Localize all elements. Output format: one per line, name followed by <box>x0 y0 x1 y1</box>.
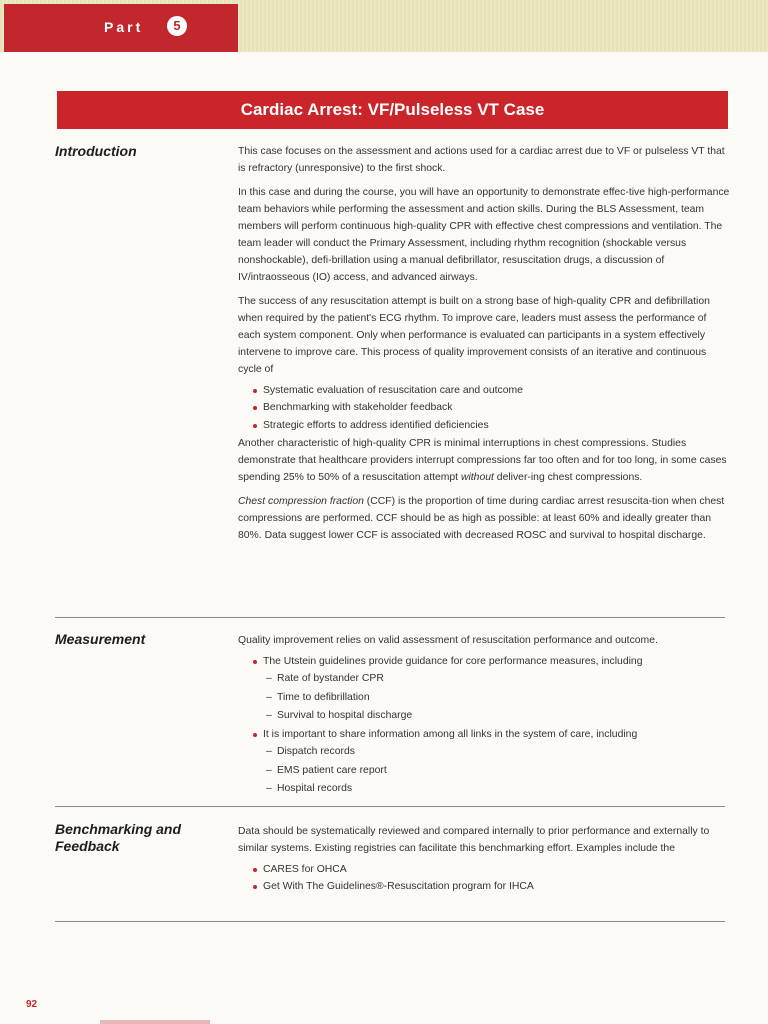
measurement-sublist-2 <box>263 743 730 799</box>
introduction-heading: Introduction <box>55 143 137 159</box>
list-item: Strategic efforts to address identified deficiencies <box>252 417 730 434</box>
dash-marker: – <box>266 691 272 703</box>
intro-p5-emphasis: Chest compression fraction <box>238 495 364 507</box>
list-item <box>265 762 730 781</box>
list-item: Get With The Guidelines®-Resuscitation program for IHCA <box>252 878 730 895</box>
list-item <box>252 653 730 726</box>
sub-item-text: Rate of bystander CPR <box>277 673 384 685</box>
measurement-paragraph: Quality improvement relies on valid assessment of resuscitation performance and outcome. <box>238 635 658 646</box>
sub-item-text: Survival to hospital discharge <box>277 710 413 722</box>
dash-marker: – <box>266 673 272 685</box>
measurement-bullet-2: It is important to share information among all links in the system of care, including <box>263 728 638 740</box>
dash-marker: – <box>266 746 272 758</box>
measurement-heading: Measurement <box>55 631 146 647</box>
list-item <box>265 707 730 726</box>
intro-p4-text-a: Another characteristic of high-quality CPR is minimal interruptions in chest compressions. Studies demonstrate that healthcare providers interrupt compressions far too often and for too long, in some cases spending 25% to 50% of a resuscitation attempt <box>238 437 727 483</box>
intro-bullet-list <box>238 382 730 434</box>
intro-paragraph-1: This case focuses on the assessment and actions used for a cardiac arrest due to VF or pulseless VT that is refractory (unresponsive) to the first shock. <box>238 146 725 174</box>
measurement-bullet-list <box>238 653 730 799</box>
list-item <box>265 670 730 689</box>
intro-paragraph-3: The success of any resuscitation attempt is built on a strong base of high-quality CPR and defibrillation when required by the patient's ECG rhythm. To improve care, leaders must assess the performance of each system component. Only when performance is evaluated can participants in a system effectively intervene to improve care. This process of quality improvement consists of an iterative and continuous cycle of <box>238 296 710 375</box>
list-item: Systematic evaluation of resuscitation care and outcome <box>252 382 730 399</box>
sub-item-text: Hospital records <box>277 783 353 795</box>
list-item: Benchmarking with stakeholder feedback <box>252 399 730 416</box>
section-divider <box>55 921 725 922</box>
intro-p4-emphasis: without <box>460 471 494 483</box>
sub-item-text: Time to defibrillation <box>277 691 370 703</box>
page-title: Cardiac Arrest: VF/Pulseless VT Case <box>57 91 728 129</box>
intro-paragraph-4 <box>238 435 730 486</box>
list-item: CARES for OHCA <box>252 861 730 878</box>
page-number: 92 <box>26 999 38 1010</box>
list-item <box>265 743 730 762</box>
benchmarking-paragraph: Data should be systematically reviewed and compared internally to prior performance and externally to similar systems. Existing registries can facilitate this benchmarking effort. Examples include the <box>238 826 710 854</box>
bottom-edge-mark <box>100 1020 210 1024</box>
intro-paragraph-2: In this case and during the course, you will have an opportunity to demonstrate effec-tive high-performance team behaviors while performing the assessment and action skills. During the BLS Assessment, team members will perform continuous high-quality CPR with effective chest compressions and ventilation. The team leader will conduct the Primary Assessment, including rhythm recognition (shockable versus nonshockable), defi-brillation using a manual defibrillator, resuscitation drugs, a discussion of IV/intraosseous (IO) access, and advanced airways. <box>238 187 730 283</box>
sub-item-text: Dispatch records <box>277 746 355 758</box>
introduction-body <box>238 143 730 551</box>
measurement-body <box>238 632 730 800</box>
list-item <box>265 689 730 708</box>
dash-marker: – <box>266 710 272 722</box>
section-divider <box>55 806 725 807</box>
intro-p5-text: (CCF) is the proportion of time during cardiac arrest resuscita-tion when chest compressions are performed. CCF should be as high as possible: at least 60% and ideally greater than 80%. Data suggest lower CCF is associated with decreased ROSC and survival to hospital discharge. <box>238 495 725 541</box>
benchmarking-heading: Benchmarking and Feedback <box>55 821 182 854</box>
part-number-badge: 5 <box>167 16 187 36</box>
dash-marker: – <box>266 764 272 776</box>
measurement-bullet-1: The Utstein guidelines provide guidance for core performance measures, including <box>263 656 643 667</box>
section-divider <box>55 617 725 618</box>
benchmarking-body <box>238 823 730 897</box>
measurement-sublist-1 <box>263 670 730 726</box>
part-label: Part <box>104 19 144 35</box>
intro-paragraph-5 <box>238 493 730 544</box>
list-item <box>265 780 730 799</box>
sub-item-text: EMS patient care report <box>277 764 387 776</box>
list-item <box>252 726 730 799</box>
benchmarking-bullet-list <box>238 861 730 896</box>
intro-p4-text-b: deliver-ing chest compressions. <box>493 471 643 483</box>
dash-marker: – <box>266 783 272 795</box>
part-tab <box>4 4 238 52</box>
